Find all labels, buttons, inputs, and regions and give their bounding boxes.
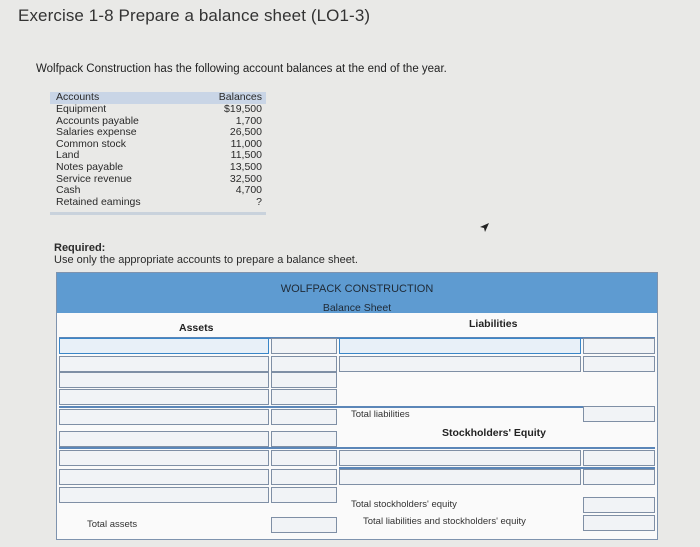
equity-account-input[interactable]: [339, 450, 581, 466]
account-balance: 1,700: [235, 114, 262, 127]
accounts-table: [50, 92, 266, 215]
liability-account-input[interactable]: [339, 356, 581, 372]
account-balance: 13,500: [229, 160, 262, 173]
required-text: Use only the appropriate accounts to prepare a balance sheet.: [54, 254, 358, 266]
account-name: Cash: [56, 184, 81, 197]
accounts-header: Accounts: [56, 91, 100, 103]
account-name: Service revenue: [56, 172, 132, 185]
account-balance: 4,700: [235, 184, 262, 197]
asset-account-input[interactable]: [59, 356, 269, 372]
asset-account-input[interactable]: [59, 487, 269, 503]
row-divider: [59, 447, 655, 449]
account-balance: 26,500: [229, 126, 262, 139]
account-row: [50, 197, 266, 209]
account-balance: ?: [256, 195, 262, 208]
account-balance: 11,500: [230, 149, 262, 162]
account-balance: 32,500: [229, 172, 262, 185]
assets-label: Assets: [179, 322, 214, 334]
liability-amount-input[interactable]: [583, 338, 655, 354]
balance-sheet-form: [56, 272, 658, 540]
asset-amount-input[interactable]: [271, 469, 337, 485]
total-liab-equity-label: Total liabilities and stockholders' equity: [363, 516, 526, 527]
asset-amount-input[interactable]: [271, 338, 337, 354]
total-assets-amount[interactable]: [271, 517, 337, 533]
account-name: Accounts payable: [56, 114, 139, 127]
total-assets-label: Total assets: [87, 519, 138, 530]
account-name: Notes payable: [56, 160, 124, 173]
liability-amount-input[interactable]: [583, 356, 655, 372]
account-name: Land: [56, 149, 80, 162]
balances-header: Balances: [218, 91, 262, 103]
asset-amount-input[interactable]: [271, 356, 337, 372]
row-divider: [59, 406, 655, 408]
intro-text: Wolfpack Construction has the following account balances at the end of the year.: [36, 63, 447, 75]
asset-account-input[interactable]: [59, 338, 269, 354]
account-row: [50, 174, 266, 186]
asset-account-input[interactable]: [59, 450, 269, 466]
asset-amount-input[interactable]: [271, 431, 337, 447]
total-equity-label: Total stockholders' equity: [351, 499, 457, 510]
asset-account-input[interactable]: [59, 431, 269, 447]
asset-amount-input[interactable]: [271, 389, 337, 405]
asset-amount-input[interactable]: [271, 372, 337, 388]
account-row: [50, 185, 266, 197]
equity-amount-input[interactable]: [583, 469, 655, 485]
equity-account-input[interactable]: [339, 469, 581, 485]
account-name: Salaries expense: [56, 126, 137, 139]
company-name: WOLFPACK CONSTRUCTION: [280, 283, 434, 295]
exercise-title: Exercise 1-8 Prepare a balance sheet (LO1-3): [18, 6, 371, 25]
total-liabilities-amount[interactable]: [583, 406, 655, 422]
liability-account-input[interactable]: [339, 338, 581, 354]
asset-account-input[interactable]: [59, 469, 269, 485]
account-name: Equipment: [56, 103, 107, 115]
asset-account-input[interactable]: [59, 409, 269, 425]
total-liab-equity-amount[interactable]: [583, 515, 655, 531]
required-section: [54, 242, 358, 266]
required-label: Required:: [54, 242, 106, 254]
asset-account-input[interactable]: [59, 389, 269, 405]
account-row: [50, 104, 266, 116]
balance-sheet-header: [57, 273, 657, 313]
asset-account-input[interactable]: [59, 372, 269, 388]
account-name: Common stock: [56, 137, 127, 150]
sheet-title: Balance Sheet: [322, 302, 392, 314]
mouse-cursor-icon: [478, 222, 490, 234]
total-liabilities-label: Total liabilities: [351, 409, 410, 420]
asset-amount-input[interactable]: [271, 487, 337, 503]
account-row: [50, 162, 266, 174]
asset-amount-input[interactable]: [271, 409, 337, 425]
table-divider: [50, 212, 266, 215]
liabilities-label: Liabilities: [469, 318, 518, 330]
account-balance: $19,500: [224, 103, 262, 115]
asset-amount-input[interactable]: [271, 450, 337, 466]
equity-label: Stockholders' Equity: [442, 427, 547, 439]
account-balance: 11,000: [230, 137, 262, 150]
account-name: Retained eamings: [56, 195, 141, 208]
equity-amount-input[interactable]: [583, 450, 655, 466]
total-equity-amount[interactable]: [583, 497, 655, 513]
